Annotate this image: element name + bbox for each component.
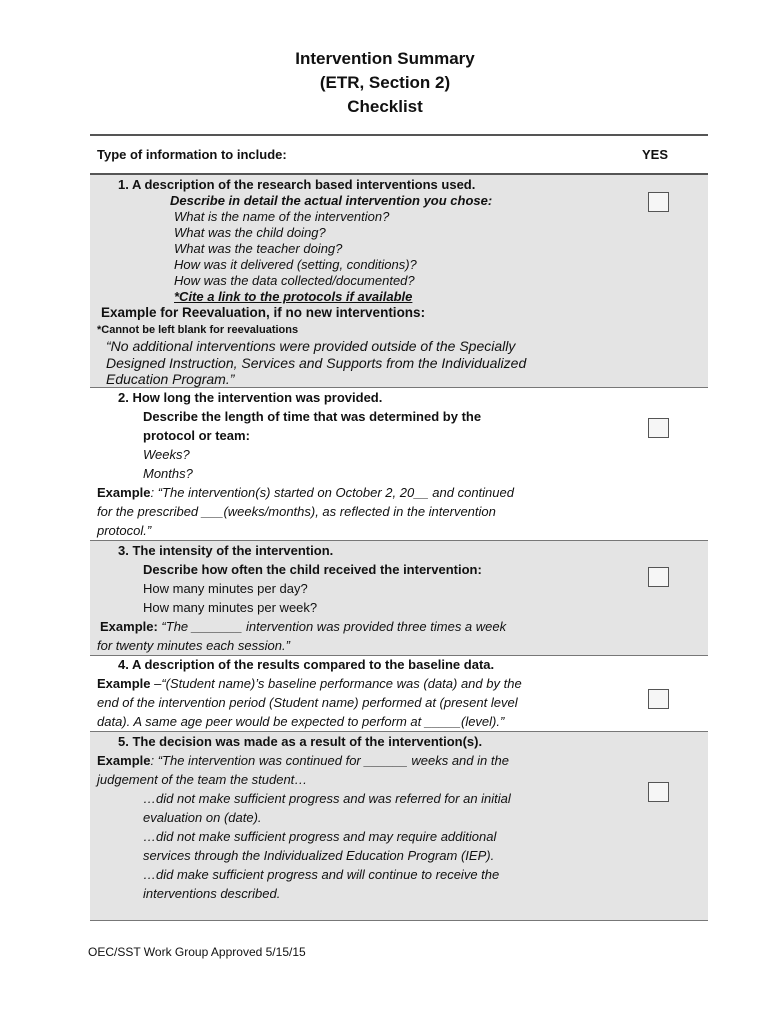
item-3-example-text: for twenty minutes each session.” [97,638,290,653]
item-2-example-text: : “The intervention(s) started on October 2, 20__ and continued [150,485,514,500]
item-1-instruction: Describe in detail the actual intervention you chose: [170,193,493,208]
item-2-example-text: for the prescribed ___(weeks/months), as reflected in the intervention [97,504,496,519]
checklist-item-5 [90,732,708,921]
item-4-example-label: Example [97,676,151,691]
item-2-example-label: Example [97,485,151,500]
item-1-example-heading: Example for Reevaluation, if no new interventions: [101,305,426,320]
item-5-heading: 5. The decision was made as a result of the intervention(s). [118,734,483,749]
item-2-instruction: Describe the length of time that was determined by the [143,409,482,424]
item-4-example-text: –“(Student name)’s baseline performance was (data) and by the [150,676,522,691]
item-2-option: Weeks? [143,447,190,462]
item-5-yes-checkbox[interactable] [648,782,669,802]
item-3-question: How many minutes per day? [143,581,308,596]
item-1-question: How was the data collected/documented? [174,273,415,288]
item-2-option: Months? [143,466,193,481]
checklist-item-1 [90,175,708,388]
item-5-outcome: …did not make sufficient progress and was referred for an initial [143,791,511,806]
item-1-yes-checkbox[interactable] [648,192,669,212]
item-2-instruction: protocol or team: [143,428,250,443]
table-top-rule [90,134,708,136]
item-1-protocol-note: *Cite a link to the protocols if available [174,289,413,304]
checklist-item-4 [90,656,708,732]
item-3-question: How many minutes per week? [143,600,318,615]
item-4-heading: 4. A description of the results compared to the baseline data. [118,657,495,672]
item-3-example-label: Example: [100,619,158,634]
item-1-example-text: “No additional interventions were provided outside of the Specially [106,338,516,354]
type-column-label: Type of information to include: [97,147,287,162]
item-4-example-text: data). A same age peer would be expected to perform at _____(level).” [97,714,505,729]
item-3-example-text: “The _______ intervention was provided three times a week [157,619,507,634]
item-1-example-text: Designed Instruction, Services and Supports from the Individualized [106,355,527,371]
item-5-example-label: Example [97,753,151,768]
document-title [0,47,770,119]
item-5-outcome: …did not make sufficient progress and may require additional [143,829,497,844]
table-header [97,147,697,162]
title-line-3: Checklist [347,97,423,116]
item-1-heading: 1. A description of the research based interventions used. [118,177,476,192]
yes-column-label: YES [642,147,669,162]
item-5-outcome: interventions described. [143,886,281,901]
item-5-example-text: judgement of the team the student… [97,772,308,787]
item-4-example-text: end of the intervention period (Student name) performed at (present level [97,695,518,710]
item-5-outcome: …did make sufficient progress and will continue to receive the [143,867,500,882]
item-1-question: What was the teacher doing? [174,241,343,256]
checklist-item-2 [90,388,708,541]
item-5-outcome: services through the Individualized Education Program (IEP). [143,848,495,863]
item-5-example-text: : “The intervention was continued for ______ weeks and in the [150,753,509,768]
title-line-1: Intervention Summary [295,49,475,68]
item-1-question: What is the name of the intervention? [174,209,390,224]
item-2-yes-checkbox[interactable] [648,418,669,438]
item-1-reevaluation-note: *Cannot be left blank for reevaluations [97,324,299,336]
item-3-instruction: Describe how often the child received the intervention: [143,562,482,577]
item-2-example-text: protocol.” [97,523,152,538]
title-line-2: (ETR, Section 2) [319,73,451,92]
item-1-question: What was the child doing? [174,225,326,240]
item-2-heading: 2. How long the intervention was provided. [118,390,383,405]
footer-approval-note: OEC/SST Work Group Approved 5/15/15 [88,945,306,959]
item-5-outcome: evaluation on (date). [143,810,262,825]
item-3-heading: 3. The intensity of the intervention. [118,543,334,558]
item-1-question: How was it delivered (setting, conditions)? [174,257,417,272]
item-4-yes-checkbox[interactable] [648,689,669,709]
checklist-item-3 [90,541,708,656]
item-1-example-text: Education Program.” [106,371,235,387]
item-3-yes-checkbox[interactable] [648,567,669,587]
